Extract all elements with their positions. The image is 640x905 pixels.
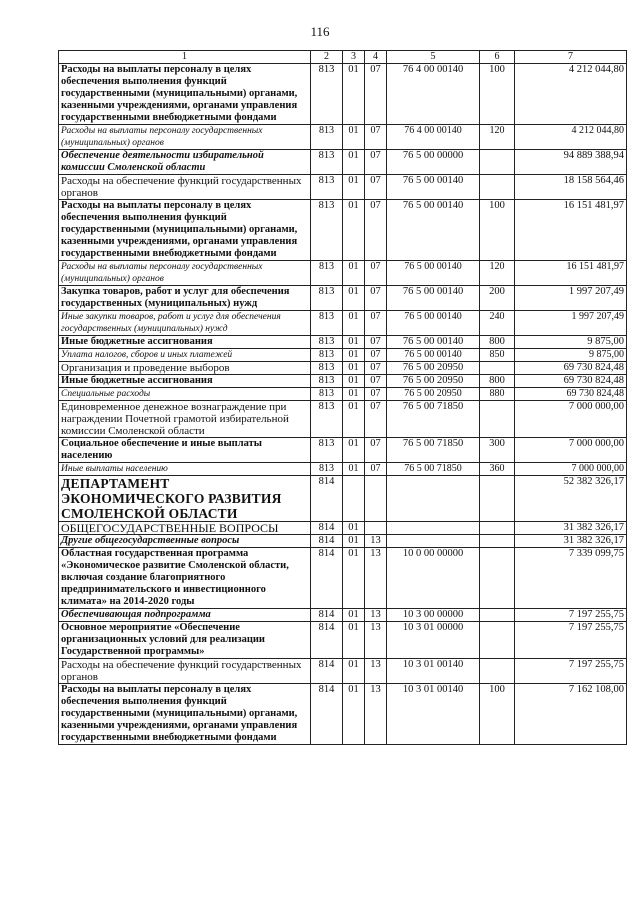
expense-type-code: [480, 362, 515, 375]
expense-type-code: 100: [480, 200, 515, 261]
target-article-code: 10 3 01 00000: [387, 622, 480, 659]
target-article-code: 76 4 00 00140: [387, 125, 480, 150]
subsection-code: 07: [365, 200, 387, 261]
subsection-code: 07: [365, 286, 387, 311]
table-row: [59, 622, 627, 659]
ministry-code: 814: [311, 609, 343, 622]
target-article-code: 76 5 00 71850: [387, 401, 480, 438]
ministry-code: 813: [311, 388, 343, 401]
ministry-code: 813: [311, 401, 343, 438]
column-header: 4: [365, 51, 387, 64]
section-code: 01: [343, 684, 365, 745]
subsection-code: 07: [365, 463, 387, 476]
row-name: Организация и проведение выборов: [59, 362, 311, 375]
section-code: 01: [343, 286, 365, 311]
row-name: ОБЩЕГОСУДАРСТВЕННЫЕ ВОПРОСЫ: [59, 522, 311, 535]
amount: 69 730 824,48: [515, 362, 627, 375]
expense-type-code: [480, 175, 515, 200]
expense-type-code: [480, 401, 515, 438]
row-name: Расходы на обеспечение функций государственных органов: [59, 175, 311, 200]
table-row: [59, 535, 627, 548]
expense-type-code: 200: [480, 286, 515, 311]
subsection-code: 13: [365, 535, 387, 548]
table-row: [59, 463, 627, 476]
ministry-code: 814: [311, 548, 343, 609]
budget-table: [58, 50, 627, 745]
target-article-code: 76 5 00 20950: [387, 375, 480, 388]
amount: 31 382 326,17: [515, 535, 627, 548]
amount: 7 000 000,00: [515, 438, 627, 463]
subsection-code: 07: [365, 438, 387, 463]
expense-type-code: [480, 659, 515, 684]
expense-type-code: 880: [480, 388, 515, 401]
expense-type-code: [480, 622, 515, 659]
section-code: 01: [343, 362, 365, 375]
expense-type-code: [480, 150, 515, 175]
amount: 69 730 824,48: [515, 388, 627, 401]
row-name: Иные бюджетные ассигнования: [59, 336, 311, 349]
section-code: 01: [343, 609, 365, 622]
row-name: Расходы на выплаты персоналу в целях обеспечения выполнения функций государственными (муниципальными) органами, казенными учреждениями, органами управления государственными внебюджетными фондами: [59, 684, 311, 745]
table-row: [59, 388, 627, 401]
expense-type-code: 800: [480, 375, 515, 388]
target-article-code: 76 5 00 71850: [387, 463, 480, 476]
ministry-code: 814: [311, 535, 343, 548]
section-code: 01: [343, 336, 365, 349]
target-article-code: 76 5 00 20950: [387, 362, 480, 375]
target-article-code: 76 5 00 00140: [387, 311, 480, 336]
row-name: Расходы на выплаты персоналу государственных (муниципальных) органов: [59, 125, 311, 150]
ministry-code: 813: [311, 362, 343, 375]
amount: 4 212 044,80: [515, 125, 627, 150]
table-row: [59, 476, 627, 522]
row-name: Обеспечение деятельности избирательной комиссии Смоленской области: [59, 150, 311, 175]
target-article-code: 76 5 00 00140: [387, 336, 480, 349]
subsection-code: 07: [365, 64, 387, 125]
target-article-code: 76 5 00 00000: [387, 150, 480, 175]
row-name: ДЕПАРТАМЕНТ ЭКОНОМИЧЕСКОГО РАЗВИТИЯ СМОЛЕНСКОЙ ОБЛАСТИ: [59, 476, 311, 522]
expense-type-code: [480, 476, 515, 522]
target-article-code: [387, 476, 480, 522]
table-row: [59, 684, 627, 745]
amount: 1 997 207,49: [515, 286, 627, 311]
section-code: 01: [343, 64, 365, 125]
table-row: [59, 64, 627, 125]
row-name: Иные закупки товаров, работ и услуг для обеспечения государственных (муниципальных) нужд: [59, 311, 311, 336]
expense-type-code: 240: [480, 311, 515, 336]
amount: 1 997 207,49: [515, 311, 627, 336]
subsection-code: 07: [365, 175, 387, 200]
section-code: 01: [343, 311, 365, 336]
subsection-code: [365, 476, 387, 522]
row-name: Обеспечивающая подпрограмма: [59, 609, 311, 622]
section-code: 01: [343, 548, 365, 609]
row-name: Основное мероприятие «Обеспечение организационных условий для реализации Государственной программы»: [59, 622, 311, 659]
column-header: 3: [343, 51, 365, 64]
row-name: Другие общегосударственные вопросы: [59, 535, 311, 548]
amount: 9 875,00: [515, 349, 627, 362]
row-name: Расходы на обеспечение функций государственных органов: [59, 659, 311, 684]
column-header: 1: [59, 51, 311, 64]
section-code: 01: [343, 463, 365, 476]
table-row: [59, 125, 627, 150]
expense-type-code: 120: [480, 261, 515, 286]
section-code: 01: [343, 622, 365, 659]
ministry-code: 813: [311, 438, 343, 463]
target-article-code: 76 5 00 00140: [387, 261, 480, 286]
amount: 7 197 255,75: [515, 659, 627, 684]
ministry-code: 813: [311, 261, 343, 286]
expense-type-code: 120: [480, 125, 515, 150]
table-row: [59, 362, 627, 375]
table-row: [59, 548, 627, 609]
ministry-code: 813: [311, 286, 343, 311]
amount: 94 889 388,94: [515, 150, 627, 175]
expense-type-code: 100: [480, 684, 515, 745]
subsection-code: 07: [365, 388, 387, 401]
expense-type-code: 850: [480, 349, 515, 362]
table-row: [59, 522, 627, 535]
ministry-code: 813: [311, 150, 343, 175]
table-row: [59, 401, 627, 438]
ministry-code: 813: [311, 336, 343, 349]
target-article-code: 10 3 01 00140: [387, 659, 480, 684]
table-row: [59, 200, 627, 261]
section-code: 01: [343, 261, 365, 286]
subsection-code: 07: [365, 401, 387, 438]
amount: 7 162 108,00: [515, 684, 627, 745]
section-code: 01: [343, 175, 365, 200]
subsection-code: [365, 522, 387, 535]
subsection-code: 13: [365, 609, 387, 622]
subsection-code: 07: [365, 150, 387, 175]
ministry-code: 813: [311, 64, 343, 125]
row-name: Расходы на выплаты персоналу в целях обеспечения выполнения функций государственными (муниципальными) органами, казенными учреждениями, органами управления государственными внебюджетными фондами: [59, 64, 311, 125]
expense-type-code: 800: [480, 336, 515, 349]
table-row: [59, 336, 627, 349]
amount: 4 212 044,80: [515, 64, 627, 125]
row-name: Расходы на выплаты персоналу в целях обеспечения выполнения функций государственными (муниципальными) органами, казенными учреждениями, органами управления государственными внебюджетными фондами: [59, 200, 311, 261]
table-row: [59, 175, 627, 200]
section-code: 01: [343, 659, 365, 684]
target-article-code: 10 3 00 00000: [387, 609, 480, 622]
section-code: [343, 476, 365, 522]
amount: 16 151 481,97: [515, 200, 627, 261]
amount: 7 197 255,75: [515, 622, 627, 659]
section-code: 01: [343, 401, 365, 438]
table-row: [59, 609, 627, 622]
table-row: [59, 286, 627, 311]
ministry-code: 813: [311, 311, 343, 336]
target-article-code: 76 5 00 00140: [387, 200, 480, 261]
subsection-code: 13: [365, 659, 387, 684]
amount: 16 151 481,97: [515, 261, 627, 286]
section-code: 01: [343, 349, 365, 362]
expense-type-code: [480, 522, 515, 535]
ministry-code: 813: [311, 463, 343, 476]
column-header: 7: [515, 51, 627, 64]
ministry-code: 814: [311, 622, 343, 659]
section-code: 01: [343, 438, 365, 463]
row-name: Иные бюджетные ассигнования: [59, 375, 311, 388]
ministry-code: 813: [311, 375, 343, 388]
target-article-code: [387, 535, 480, 548]
ministry-code: 814: [311, 522, 343, 535]
ministry-code: 814: [311, 659, 343, 684]
target-article-code: 76 5 00 00140: [387, 175, 480, 200]
section-code: 01: [343, 375, 365, 388]
amount: 7 197 255,75: [515, 609, 627, 622]
subsection-code: 13: [365, 622, 387, 659]
column-header: 2: [311, 51, 343, 64]
subsection-code: 07: [365, 125, 387, 150]
subsection-code: 07: [365, 311, 387, 336]
section-code: 01: [343, 388, 365, 401]
target-article-code: [387, 522, 480, 535]
ministry-code: 813: [311, 349, 343, 362]
subsection-code: 07: [365, 362, 387, 375]
table-row: [59, 375, 627, 388]
section-code: 01: [343, 535, 365, 548]
row-name: Социальное обеспечение и иные выплаты населению: [59, 438, 311, 463]
column-header: 5: [387, 51, 480, 64]
subsection-code: 07: [365, 261, 387, 286]
section-code: 01: [343, 522, 365, 535]
amount: 7 000 000,00: [515, 463, 627, 476]
ministry-code: 814: [311, 476, 343, 522]
page-number: 116: [310, 24, 330, 39]
row-name: Специальные расходы: [59, 388, 311, 401]
amount: 7 000 000,00: [515, 401, 627, 438]
ministry-code: 813: [311, 125, 343, 150]
expense-type-code: [480, 548, 515, 609]
amount: 69 730 824,48: [515, 375, 627, 388]
target-article-code: 76 4 00 00140: [387, 64, 480, 125]
subsection-code: 07: [365, 375, 387, 388]
amount: 31 382 326,17: [515, 522, 627, 535]
ministry-code: 813: [311, 200, 343, 261]
row-name: Областная государственная программа «Экономическое развитие Смоленской области, включая создание благоприятного предпринимательского и инвестиционного климата» на 2014-2020 годы: [59, 548, 311, 609]
subsection-code: 13: [365, 684, 387, 745]
target-article-code: 10 3 01 00140: [387, 684, 480, 745]
amount: 7 339 099,75: [515, 548, 627, 609]
row-name: Иные выплаты населению: [59, 463, 311, 476]
ministry-code: 814: [311, 684, 343, 745]
target-article-code: 10 0 00 00000: [387, 548, 480, 609]
row-name: Закупка товаров, работ и услуг для обеспечения государственных (муниципальных) нужд: [59, 286, 311, 311]
expense-type-code: [480, 609, 515, 622]
amount: 9 875,00: [515, 336, 627, 349]
table-row: [59, 261, 627, 286]
table-row: [59, 349, 627, 362]
subsection-code: 13: [365, 548, 387, 609]
ministry-code: 813: [311, 175, 343, 200]
table-row: [59, 659, 627, 684]
target-article-code: 76 5 00 00140: [387, 286, 480, 311]
table-row: [59, 150, 627, 175]
target-article-code: 76 5 00 00140: [387, 349, 480, 362]
section-code: 01: [343, 125, 365, 150]
column-header: 6: [480, 51, 515, 64]
table-row: [59, 438, 627, 463]
table-row: [59, 311, 627, 336]
subsection-code: 07: [365, 336, 387, 349]
row-name: Расходы на выплаты персоналу государственных (муниципальных) органов: [59, 261, 311, 286]
expense-type-code: 100: [480, 64, 515, 125]
expense-type-code: 300: [480, 438, 515, 463]
expense-type-code: [480, 535, 515, 548]
amount: 52 382 326,17: [515, 476, 627, 522]
target-article-code: 76 5 00 20950: [387, 388, 480, 401]
expense-type-code: 360: [480, 463, 515, 476]
section-code: 01: [343, 200, 365, 261]
row-name: Уплата налогов, сборов и иных платежей: [59, 349, 311, 362]
section-code: 01: [343, 150, 365, 175]
amount: 18 158 564,46: [515, 175, 627, 200]
target-article-code: 76 5 00 71850: [387, 438, 480, 463]
row-name: Единовременное денежное вознаграждение при награждении Почетной грамотой избирательной комиссии Смоленской области: [59, 401, 311, 438]
subsection-code: 07: [365, 349, 387, 362]
header-row: [59, 51, 627, 64]
